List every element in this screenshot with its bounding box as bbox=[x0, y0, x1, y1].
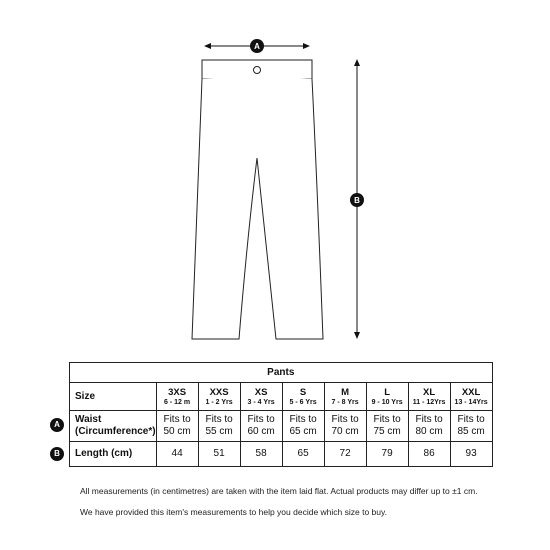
size-col-l bbox=[366, 383, 408, 411]
size-col-xxs bbox=[198, 383, 240, 411]
table-cell: 44 bbox=[156, 442, 198, 467]
cell-line: Fits to bbox=[163, 414, 191, 425]
waist-arrow-right-head bbox=[303, 43, 310, 49]
size-col-xxl bbox=[450, 383, 492, 411]
size-col-xl bbox=[408, 383, 450, 411]
size-age: 3 - 4 Yrs bbox=[247, 398, 275, 406]
length-row-badge: B bbox=[50, 447, 64, 461]
size-chart-table bbox=[69, 362, 493, 467]
table-cell bbox=[240, 411, 282, 442]
size-name: XXS bbox=[209, 386, 229, 398]
waist-row bbox=[70, 411, 493, 442]
size-col-m bbox=[324, 383, 366, 411]
size-name: XXL bbox=[461, 386, 481, 398]
size-age: 6 - 12 m bbox=[164, 398, 191, 406]
table-cell: 93 bbox=[450, 442, 492, 467]
length-arrow-bottom-head bbox=[354, 332, 360, 339]
measurement-note: All measurements (in centimetres) are taken with the item laid flat. Actual products may differ up to ±1 cm. bbox=[80, 486, 478, 496]
size-name: L bbox=[384, 386, 390, 398]
cell-value: 80 cm bbox=[415, 426, 443, 437]
cell-value: 75 cm bbox=[373, 426, 401, 437]
size-column-header: Size bbox=[70, 383, 157, 411]
size-header-row bbox=[70, 383, 493, 411]
table-cell: 65 bbox=[282, 442, 324, 467]
table-cell: 72 bbox=[324, 442, 366, 467]
table-cell: 79 bbox=[366, 442, 408, 467]
table-cell bbox=[408, 411, 450, 442]
waist-sublabel: (Circumference*) bbox=[75, 426, 156, 437]
cell-line: Fits to bbox=[331, 414, 359, 425]
length-row-label: Length (cm) bbox=[70, 442, 157, 467]
size-age: 11 - 12Yrs bbox=[412, 398, 446, 406]
length-arrow-top-head bbox=[354, 59, 360, 66]
cell-value: 55 cm bbox=[205, 426, 233, 437]
size-name: 3XS bbox=[168, 386, 187, 398]
size-age: 7 - 8 Yrs bbox=[331, 398, 359, 406]
cell-line: Fits to bbox=[415, 414, 443, 425]
waist-row-badge: A bbox=[50, 418, 64, 432]
size-name: S bbox=[299, 386, 307, 398]
size-age: 13 - 14Yrs bbox=[454, 398, 488, 406]
table-cell: 58 bbox=[240, 442, 282, 467]
cell-value: 50 cm bbox=[163, 426, 191, 437]
size-name: XS bbox=[254, 386, 268, 398]
table-cell bbox=[324, 411, 366, 442]
table-cell bbox=[450, 411, 492, 442]
cell-value: 70 cm bbox=[331, 426, 359, 437]
waist-row-label bbox=[70, 411, 157, 442]
cell-line: Fits to bbox=[457, 414, 485, 425]
table-cell bbox=[366, 411, 408, 442]
cell-line: Fits to bbox=[247, 414, 275, 425]
size-col-3xs bbox=[156, 383, 198, 411]
cell-value: 60 cm bbox=[247, 426, 275, 437]
size-col-xs bbox=[240, 383, 282, 411]
size-age: 9 - 10 Yrs bbox=[371, 398, 403, 406]
length-marker-label: B bbox=[354, 196, 360, 205]
size-name: M bbox=[341, 386, 350, 398]
table-cell bbox=[282, 411, 324, 442]
cell-value: 65 cm bbox=[289, 426, 317, 437]
table-title: Pants bbox=[70, 363, 493, 383]
table-cell bbox=[198, 411, 240, 442]
cell-line: Fits to bbox=[373, 414, 401, 425]
table-cell: 51 bbox=[198, 442, 240, 467]
size-col-s bbox=[282, 383, 324, 411]
cell-value: 85 cm bbox=[457, 426, 485, 437]
helper-note: We have provided this item's measurements to help you decide which size to buy. bbox=[80, 507, 387, 517]
length-row bbox=[70, 442, 493, 467]
waist-label: Waist bbox=[75, 414, 102, 425]
button-icon bbox=[254, 67, 261, 74]
size-age: 1 - 2 Yrs bbox=[205, 398, 233, 406]
table-cell bbox=[156, 411, 198, 442]
pants-outline bbox=[192, 79, 323, 339]
size-age: 5 - 6 Yrs bbox=[289, 398, 317, 406]
cell-line: Fits to bbox=[289, 414, 317, 425]
size-name: XL bbox=[423, 386, 436, 398]
waist-marker-label: A bbox=[254, 42, 260, 51]
cell-line: Fits to bbox=[205, 414, 233, 425]
table-cell: 86 bbox=[408, 442, 450, 467]
waist-arrow-left-head bbox=[204, 43, 211, 49]
